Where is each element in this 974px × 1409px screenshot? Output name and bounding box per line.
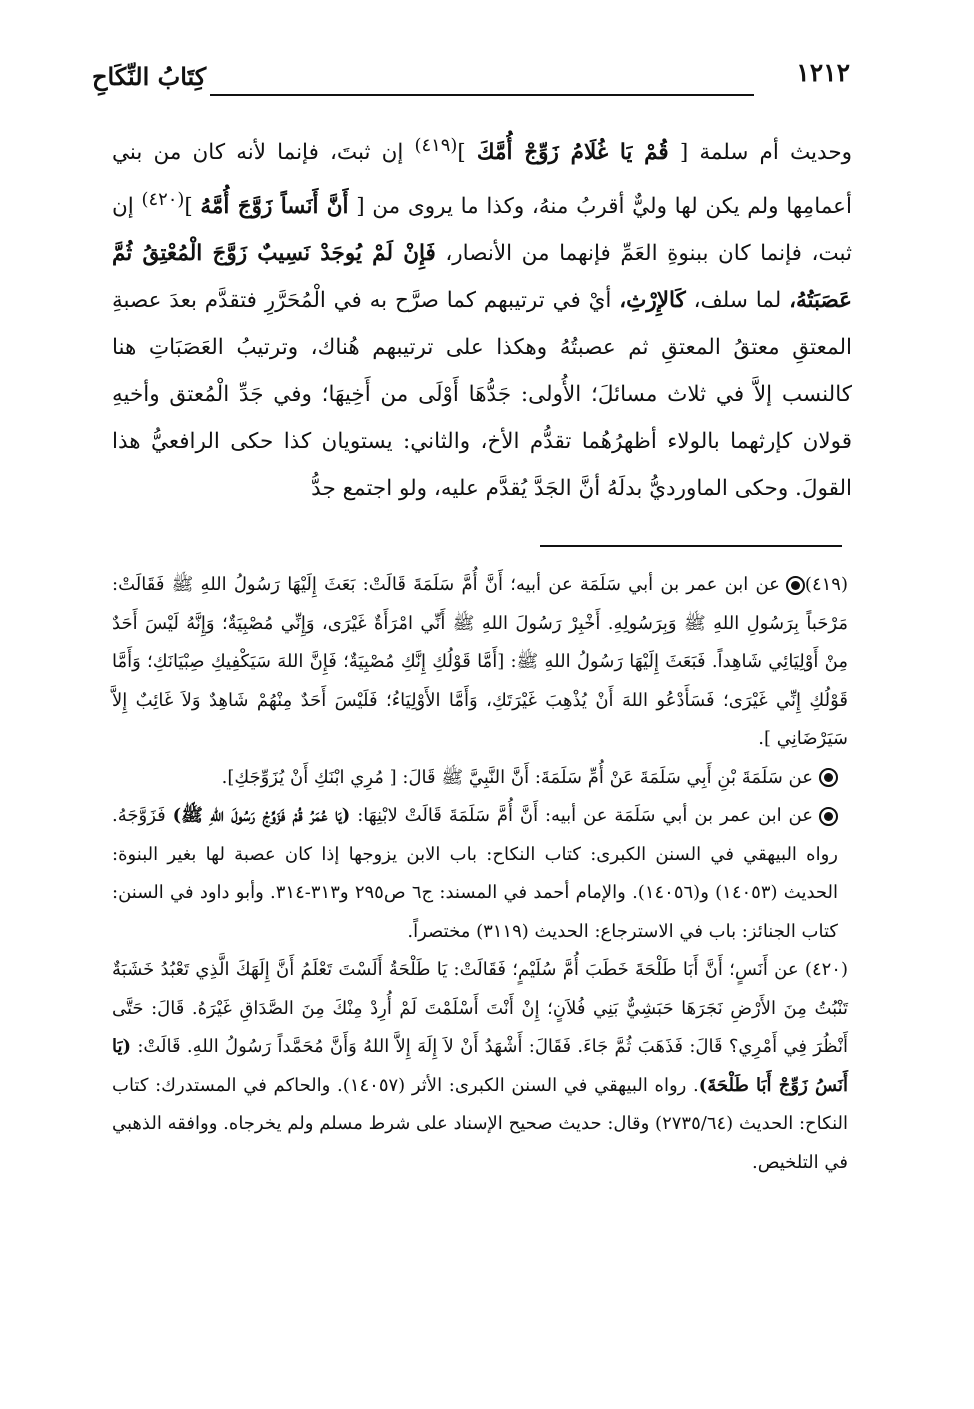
footnote-number: (٤١٩) — [804, 574, 848, 595]
hadith-quote: أَنَّ أَنَساً زَوَّجَ أُمَّهُ — [200, 194, 349, 220]
matn-text: كَالإِرْثِ، — [619, 288, 686, 314]
footnote-bold-quote: (يَا أَنَسُ زَوِّجْ أَبَا طَلْحَةَ) — [112, 1036, 848, 1096]
text-segment: لما سلف، — [685, 288, 790, 314]
page-header — [92, 58, 850, 98]
text-segment: ] — [184, 194, 201, 220]
text-segment: أيْ في ترتيبهم كما صرَّح به في الْمُحَرَّرِ فتقدَّم بعدَ عصبةِ المعتقِ معتقُ المعتقِ ثم عصبتُهُ وهكذا على ترتيبهم هُناك، وترتيبُ العَصَبَاتِ هنا كالنسب إلاَّ في ثلاث مسائلَ؛ الأُولى: جَدُّهَا أَوْلَى من أَخِيهَا؛ وفي جَدِّ الْمُعتق وأخيهِ قولان كإرثهما بالولاء أظهرُهُما تقدُّم الأخ، والثاني: يستويان كذا حكى الرافعيُّ هذا القولَ. وحكى الماورديُّ بدلَهُ أنَّ الجَدَّ يُقدَّم عليه، ولو اجتمع جدُّ — [112, 288, 852, 502]
footnote-419 — [112, 566, 848, 759]
page-number: ١٢١٢ — [796, 58, 850, 87]
footnote-number: (٤٢٠) — [804, 959, 848, 980]
footnote-text: . رواه البيهقي في السنن الكبرى: الأثر (١٤٠٥٧). والحاكم في المستدرك: كتاب النكاح: الحديث (٢٧٣٥/٦٤) وقال: حديث صحيح الإسناد على شرط مسلم ولم يخرجاه. ووافقه الذهبي في التلخيص. — [112, 1074, 848, 1173]
bullet-icon — [819, 807, 838, 826]
header-rule — [210, 94, 754, 96]
bullet-icon — [786, 576, 805, 595]
main-paragraph — [112, 122, 852, 512]
text-segment: وحديث أم سلمة [ — [668, 140, 852, 166]
text-segment: إن ثبت، فإنما كان ببنوةِ العَمِّ فإنهما من الأنصار، — [112, 194, 852, 267]
footnote-bullet-2 — [112, 797, 848, 951]
main-text — [112, 122, 852, 512]
text-segment: ] — [457, 140, 477, 166]
footnote-intro: عن ابن عمر بن أبي سَلَمَة عن أبيه: أَنَّ أُمَّ سَلَمَةَ قَالَتْ لابْنِهَا: — [350, 805, 813, 826]
book-title: كِتَابُ النِّكَاحِ — [92, 62, 207, 91]
footnote-intro: عن ابن عمر بن أبي سَلَمَة عن أبيه؛ — [503, 574, 780, 595]
footnote-ref[interactable]: (٤٢٠) — [141, 189, 185, 211]
footnote-text: أَنَّ أَبَا طَلْحَةَ خَطَبَ أُمَّ سُلَيْمٍ؛ فَقَالَتْ: يَا طَلْحَةُ أَلَسْتَ تَعْلَمُ أَنَّ إِلَهَكَ الَّذِي تَعْبُدُ خَشَبَةٌ تَنْبُتُ مِنَ الأَرْضِ نَجَرَهَا حَبَشِيٌّ بَنِي فُلاَنٍ؛ إِنْ أَنْتَ أَسْلَمْتَ لَمْ أُرِدْ مِنْكَ مِنَ الصَّدَاقِ غَيْرَهُ. قَالَ: حَتَّى أَنْظُرَ فِي أَمْرِي؟ قَالَ: فَذَهَبَ ثُمَّ جَاءَ. فَقَالَ: أَشْهَدُ أَنْ لاَ إِلَهَ إِلاَّ اللهُ وَأَنَّ مُحَمَّداً رَسُولُ اللهِ. قَالَتْ: — [112, 959, 849, 1057]
footnote-ref[interactable]: (٤١٩) — [414, 135, 458, 156]
text-segment: إن ثبتَ، فإنما لأنه كان من بني أعمامِها ولم يكن لها وليٌّ أقربُ منهُ، وكذا ما يروى من [ — [112, 140, 852, 220]
footnote-intro: عن أَنَسٍ؛ — [722, 959, 799, 980]
footnote-text: عن سَلَمَةَ بْنِ أَبِي سَلَمَةَ عَنْ أُمِّ سَلَمَةَ: أَنَّ النَّبِيَّ ﷺ قَالَ: [ مُرِي ابْنَكِ أَنْ يُزَوِّجَكِ]. — [221, 766, 813, 788]
bullet-icon — [819, 768, 838, 787]
hadith-quote: قُمْ يَا غُلَامُ زَوِّجْ أُمَّكَ — [476, 140, 669, 166]
matn-text: فَإِنْ لَمْ يُوجَدْ نَسِيبٌ زَوَّجَ الْمُعْتِقُ ثُمَّ عَصَبَتُهُ، — [112, 241, 852, 314]
footnote-420 — [112, 951, 848, 1182]
footnote-bullet-1 — [112, 759, 848, 798]
footnote-bold-quote: (يَا عُمَرُ قُمْ فَزَوِّجْ رَسُولَ اللهِ ﷺ) — [172, 805, 351, 826]
footnotes — [112, 566, 848, 1182]
footnote-text: فَزَوَّجَهُ. رواه البيهقي في السنن الكبرى: كتاب النكاح: باب الابن يزوجها إذا كان عصبة لها بغير البنوة: الحديث (١٤٠٥٣) و(١٤٠٥٦). والإمام أحمد في المسند: ج٦ ص٢٩٥ و٣١٣-٣١٤. وأبو داود في السنن: كتاب الجنائز: باب في الاسترجاع: الحديث (٣١١٩) مختصراً. — [112, 805, 839, 942]
footnote-text: أَنَّ أُمَّ سَلَمَةَ قَالَتْ: بَعَثَ إِلَيْهَا رَسُولُ اللهِ ﷺ فَقَالَتْ: مَرْحَباً بِرَسُولِ اللهِ ﷺ وَبِرَسُولِهِ. أَخْبِرْ رَسُولَ اللهِ ﷺ أَنِّي امْرَأَةٌ غَيْرَى، وَإِنِّي مُصْبِيَةٌ؛ وَإِنَّهُ لَيْسَ أَحَدٌ مِنْ أَوْلِيَائِي شَاهِداً. فَبَعَثَ إِلَيْهَا رَسُولُ اللهِ ﷺ: [أَمَّا قَوْلُكِ إِنَّكِ مُصْبِيَةٌ؛ فَإِنَّ اللهَ سَيَكْفِيكِ صِبْيَانَكِ؛ وَأَمَّا قَوْلُكِ إِنِّي غَيْرَى؛ فَسَأَدْعُو اللهَ أَنْ يُذْهِبَ غَيْرَتَكِ، وَأَمَّا الأَوْلِيَاءُ؛ فَلَيْسَ أَحَدٌ مِنْهُمْ شَاهِدٌ وَلاَ غَائِبٌ إِلاَّ سَيَرْضَانِي ]. — [112, 574, 848, 749]
footnote-separator — [540, 545, 842, 547]
